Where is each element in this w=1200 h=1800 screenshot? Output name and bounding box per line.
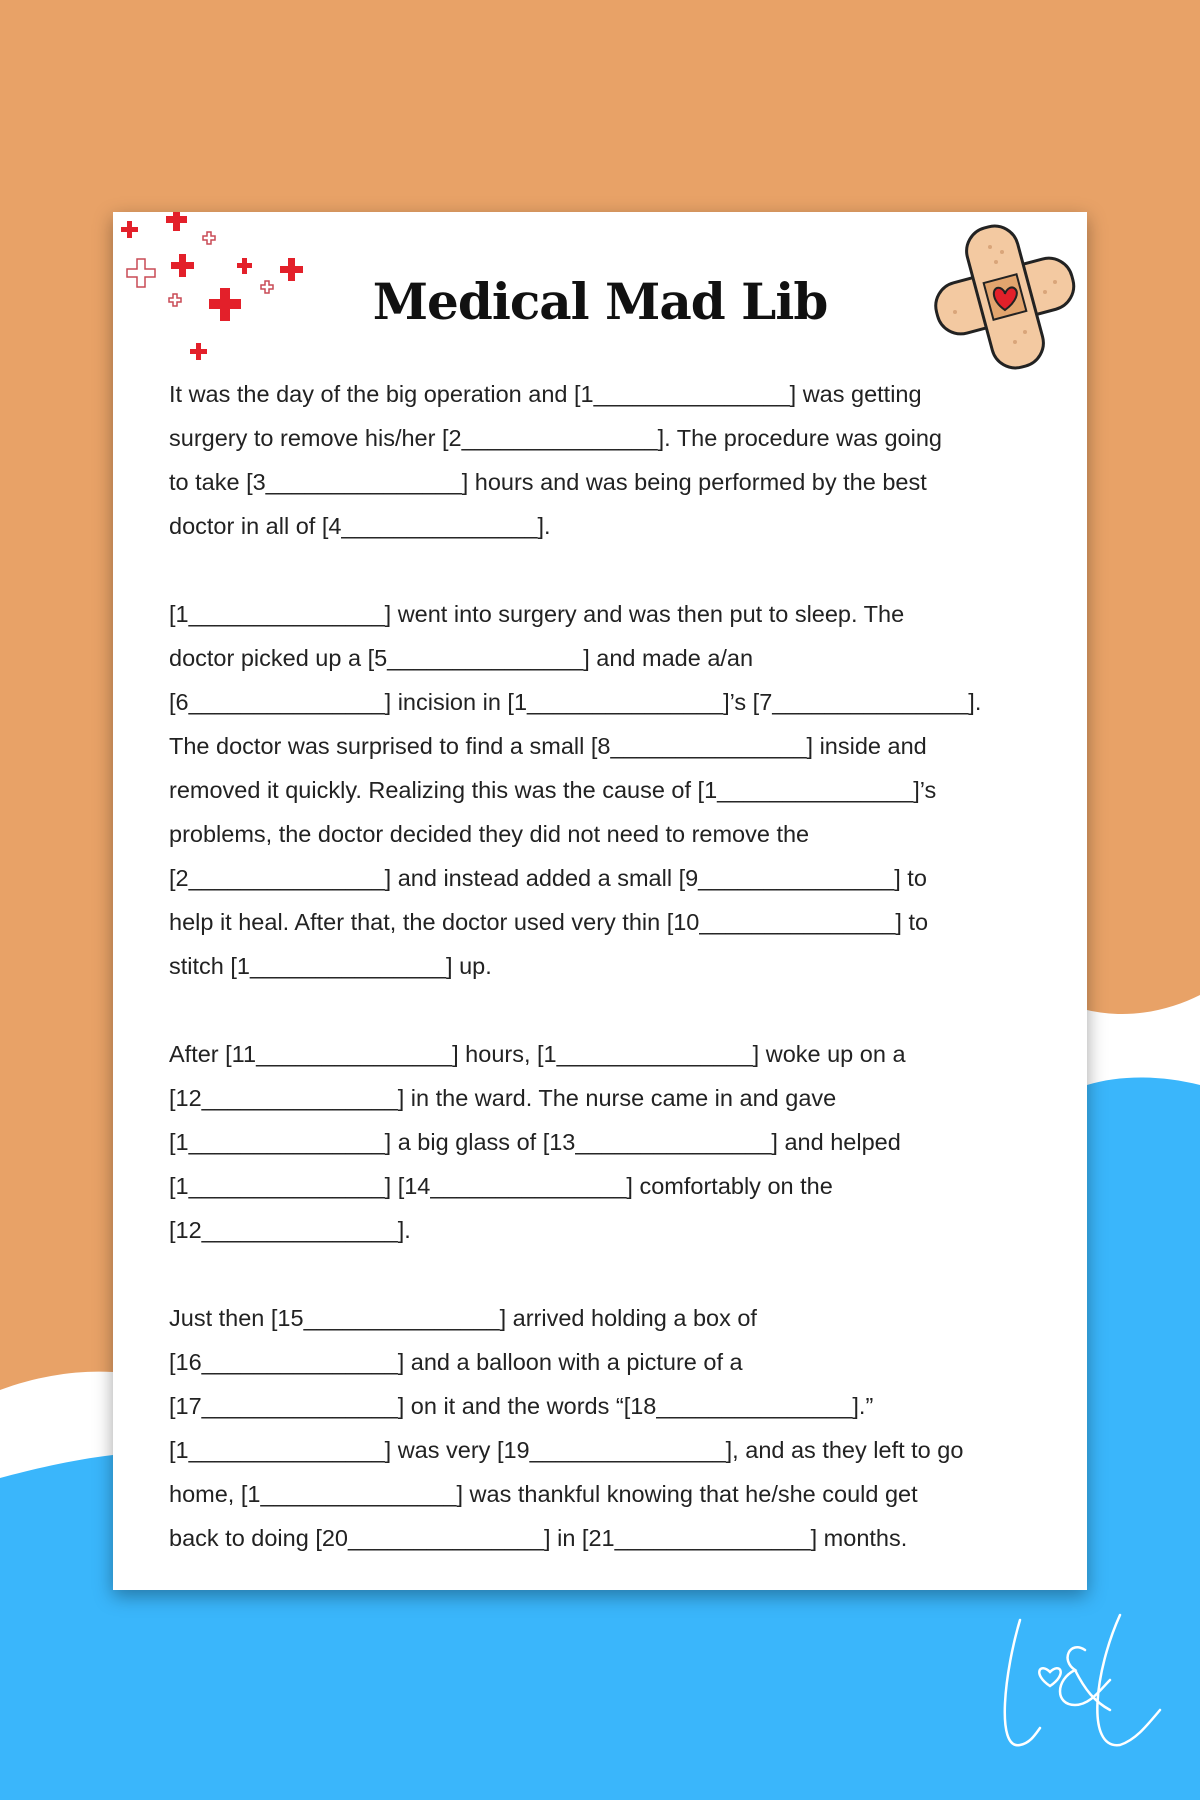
story-line: It was the day of the big operation and [1_______________] was getting — [169, 381, 922, 407]
story-line: [16_______________] and a balloon with a picture of a — [169, 1349, 743, 1375]
story-line: [2_______________] and instead added a small [9_______________] to — [169, 865, 927, 891]
paragraph-3 — [169, 1032, 1049, 1252]
story-line: [12_______________] in the ward. The nurse came in and gave — [169, 1085, 837, 1111]
mad-lib-story — [169, 372, 1049, 1560]
paragraph-1 — [169, 372, 1049, 548]
story-line: [12_______________]. — [169, 1217, 411, 1243]
story-line: help it heal. After that, the doctor used very thin [10_______________] to — [169, 909, 929, 935]
paragraph-2 — [169, 592, 1049, 988]
page-title: Medical Mad Lib — [372, 272, 828, 331]
brand-logo — [1000, 1610, 1180, 1760]
story-line: The doctor was surprised to find a small [8_______________] inside and — [169, 733, 927, 759]
story-line: [17_______________] on it and the words “[18_______________].” — [169, 1393, 874, 1419]
paragraph-4 — [169, 1296, 1049, 1560]
story-line: to take [3_______________] hours and was being performed by the best — [169, 469, 927, 495]
story-line: [1_______________] went into surgery and was then put to sleep. The — [169, 601, 905, 627]
story-line: [1_______________] [14_______________] comfortably on the — [169, 1173, 833, 1199]
story-line: removed it quickly. Realizing this was the cause of [1_______________]’s — [169, 777, 937, 803]
story-line: After [11_______________] hours, [1_______________] woke up on a — [169, 1041, 906, 1067]
story-line: [1_______________] was very [19_______________], and as they left to go — [169, 1437, 964, 1463]
story-line: stitch [1_______________] up. — [169, 953, 492, 979]
story-line: doctor in all of [4_______________]. — [169, 513, 551, 539]
story-line: doctor picked up a [5_______________] and made a/an — [169, 645, 754, 671]
bandage-icon — [930, 222, 1080, 372]
story-line: surgery to remove his/her [2_______________]. The procedure was going — [169, 425, 942, 451]
story-line: [1_______________] a big glass of [13_______________] and helped — [169, 1129, 901, 1155]
story-line: problems, the doctor decided they did not need to remove the — [169, 821, 810, 847]
story-line: [6_______________] incision in [1_______________]’s [7_______________]. — [169, 689, 982, 715]
story-line: back to doing [20_______________] in [21_______________] months. — [169, 1525, 908, 1551]
story-line: Just then [15_______________] arrived holding a box of — [169, 1305, 757, 1331]
story-line: home, [1_______________] was thankful knowing that he/she could get — [169, 1481, 918, 1507]
